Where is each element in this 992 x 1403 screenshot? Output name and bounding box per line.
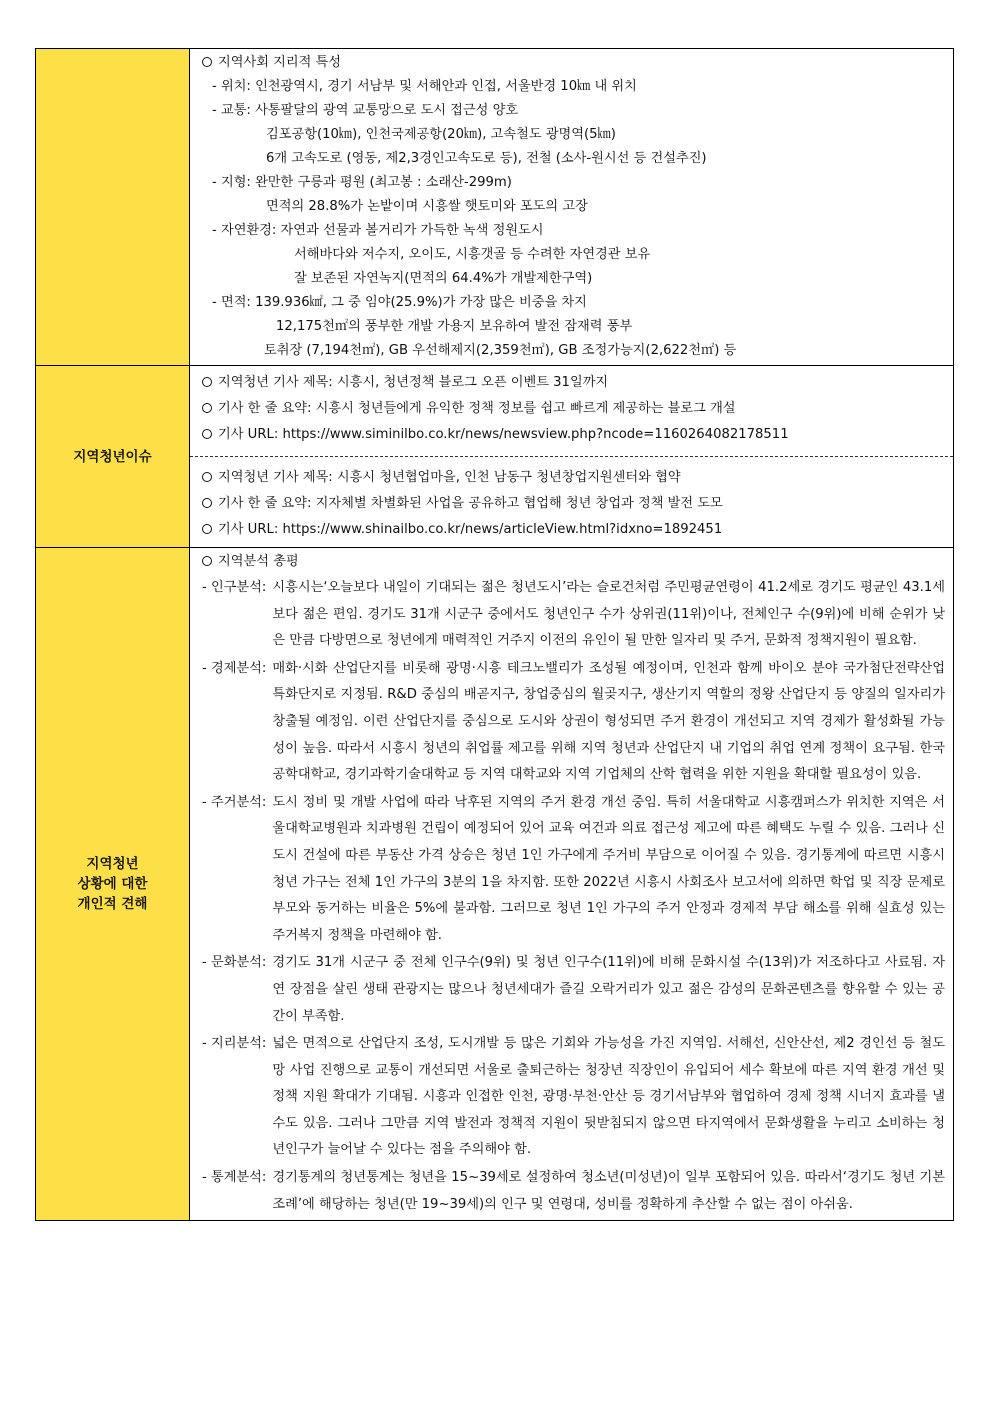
report-table — [35, 48, 954, 1221]
geo-header: 지역사회 지리적 특성 — [218, 55, 342, 70]
article1-title-text: 지역청년 기사 제목: 시흥시, 청년정책 블로그 오픈 이벤트 31일까지 — [218, 375, 609, 390]
opinion-header-line — [198, 550, 945, 574]
geo-line: - 면적: 139.936㎢, 그 중 임야(25.9%)가 가장 많은 비중을 차지 — [212, 295, 587, 310]
geo-line: 면적의 28.8%가 논밭이며 시흥쌀 햇토미와 포도의 고장 — [266, 199, 588, 214]
issue-label-cell — [36, 366, 190, 548]
geo-line: - 교통: 사통팔달의 광역 교통망으로 도시 접근성 양호 — [212, 103, 519, 118]
analysis-item-geography — [198, 1031, 945, 1164]
article1-url — [198, 422, 945, 448]
article2-summary-text: 기사 한 줄 요약: 지자체별 차별화된 사업을 공유하고 협업해 청년 창업과 정책 발전 도모 — [218, 496, 723, 511]
analysis-item-statistics — [198, 1165, 945, 1218]
circle-bullet-icon — [202, 377, 212, 387]
article1-title — [198, 370, 945, 396]
analysis-body: 시흥시는‘오늘보다 내일이 기대되는 젊은 청년도시’라는 슬로건처럼 주민평균연령이 41.2세로 경기도 평균인 43.1세보다 젊은 편임. 경기도 31개 시군구 중에서도 청년인구 수가 상위권(11위)이나, 전체인구 수(9위)에 비해 순위가 낮은 만큼 다방면으로 청년에게 매력적인 거주지 이전의 유인이 될 만한 일자리 및 주거, 문화적 정책지원이 필요함. — [272, 580, 945, 649]
geo-line: 서해바다와 저수지, 오이도, 시흥갯골 등 수려한 자연경관 보유 — [294, 247, 651, 262]
geo-line: 12,175천㎡의 풍부한 개발 가용지 보유하여 발전 잠재력 풍부 — [276, 319, 633, 334]
analysis-body: 매화·시화 산업단지를 비롯해 광명·시흥 테크노밸리가 조성될 예정이며, 인천과 함께 바이오 분야 국가첨단전략산업 특화단지로 지정됨. R&D 중심의 배곧지구, 창업중심의 월곶지구, 생산기지 역할의 정왕 산업단지 등 양질의 일자리가 창출될 예정임. 이런 산업단지를 중심으로 도시와 상권이 형성되면 주거 환경이 개선되고 지역 경제가 활성화될 가능성이 높음. 따라서 시흥시 청년의 취업률 제고를 위해 지역 청년과 산업단지 내 기업의 취업 연계 정책이 요구됨. 한국공학대학교, 경기과학기술대학교 등 지역 대학교와 지역 기업체의 산학 협력을 위한 지원을 확대할 필요성이 있음. — [272, 660, 945, 783]
issue-label: 지역청년이슈 — [73, 448, 152, 465]
analysis-head: - 통계분석: — [202, 1170, 267, 1186]
article2-summary — [198, 491, 945, 517]
opinion-label-line2: 상황에 대한 — [77, 876, 148, 893]
opinion-label-line3: 개인적 견해 — [77, 896, 148, 913]
analysis-item-population — [198, 575, 945, 655]
analysis-head: - 인구분석: — [202, 580, 267, 595]
analysis-head: - 주거분석: — [202, 794, 267, 810]
analysis-body: 경기통계의 청년통계는 청년을 15~39세로 설정하여 청소년(미성년)이 일부 포함되어 있음. 따라서‘경기도 청년 기본 조례’에 해당하는 청년(만 19~39세)의 인구 및 연령대, 성비를 정확하게 추산할 수 없는 점이 아쉬움. — [272, 1170, 945, 1212]
opinion-label-line1: 지역청년 — [86, 856, 139, 873]
dashed-separator — [190, 456, 953, 457]
article1-url-text[interactable]: 기사 URL: https://www.siminilbo.co.kr/news/newsview.php?ncode=1160264082178511 — [218, 427, 789, 442]
circle-bullet-icon — [202, 556, 212, 566]
article2-url — [198, 517, 945, 543]
geo-line: - 지형: 완만한 구릉과 평원 (최고봉 : 소래산-299m) — [212, 175, 512, 190]
geo-line: - 위치: 인천광역시, 경기 서남부 및 서해안과 인접, 서울반경 10㎞ 내 위치 — [212, 79, 637, 94]
analysis-item-housing — [198, 790, 945, 950]
geo-section — [36, 49, 954, 366]
circle-bullet-icon — [202, 524, 212, 534]
geo-line: - 자연환경: 자연과 선물과 볼거리가 가득한 녹색 정원도시 — [212, 223, 544, 238]
analysis-item-economy — [198, 656, 945, 789]
issue-content — [190, 366, 954, 548]
geo-content — [190, 49, 954, 366]
circle-bullet-icon — [202, 57, 212, 67]
geo-header-line — [198, 51, 945, 75]
geo-label-cell — [36, 49, 190, 366]
article2-title-text: 지역청년 기사 제목: 시흥시 청년협업마을, 인천 남동구 청년창업지원센터와 협약 — [218, 470, 681, 485]
analysis-body: 넓은 면적으로 산업단지 조성, 도시개발 등 많은 기회와 가능성을 가진 지역임. 서해선, 신안산선, 제2 경인선 등 철도망 사업 진행으로 교통이 개선되면 서울로 출퇴근하는 청장년 직장인이 유입되어 세수 확보에 따른 지역 환경 개선 및 정책 지원 확대가 기대됨. 시흥과 인접한 인천, 광명·부천·안산 등 경기서남부와 협업하여 경제 정책 시너지 효과를 낼 수도 있음. 그러나 그만큼 지역 발전과 정책적 지원이 뒷받침되지 않으면 타지역에서 문화생활을 누리고 소비하는 청년인구가 늘어날 수 있다는 점을 주의해야 함. — [272, 1036, 945, 1158]
geo-line: 6개 고속도로 (영동, 제2,3경인고속도로 등), 전철 (소사-원시선 등 건설추진) — [266, 151, 707, 166]
opinion-content — [190, 548, 954, 1221]
analysis-head: - 지리분석: — [202, 1036, 267, 1052]
analysis-item-culture — [198, 950, 945, 1030]
circle-bullet-icon — [202, 472, 212, 482]
issue-section — [36, 366, 954, 548]
geo-line: 잘 보존된 자연녹지(면적의 64.4%가 개발제한구역) — [294, 271, 593, 286]
circle-bullet-icon — [202, 403, 212, 413]
analysis-body: 경기도 31개 시군구 중 전체 인구수(9위) 및 청년 인구수(11위)에 비해 문화시설 수(13위)가 저조하다고 사료됨. 자연 장점을 살린 생태 관광지는 많으나 청년세대가 즐길 오락거리가 있고 젊은 감성의 문화콘텐츠를 향유할 수 있는 공간이 부족함. — [272, 955, 945, 1024]
geo-line: 김포공항(10㎞), 인천국제공항(20㎞), 고속철도 광명역(5㎞) — [266, 127, 616, 142]
analysis-body: 도시 정비 및 개발 사업에 따라 낙후된 지역의 주거 환경 개선 중임. 특히 서울대학교 시흥캠퍼스가 위치한 지역은 서울대학교병원과 치과병원 건립이 예정되어 있어 교육 여건과 의료 접근성 제고에 따른 혜택도 누릴 수 있음. 그러나 신도시 건설에 따른 부동산 가격 상승은 청년 1인 가구에게 주거비 부담으로 이어질 수 있음. 경기통계에 따르면 시흥시 청년 가구는 전체 1인 가구의 3분의 1을 차지함. 또한 2022년 시흥시 사회조사 보고서에 의하면 학업 및 직장 문제로 부모와 동거하는 비율은 5%에 불과함. 그러므로 청년 1인 가구의 주거 안정과 경제적 부담 해소를 위해 실효성 있는 주거복지 정책을 마련해야 함. — [272, 794, 945, 943]
opinion-label-cell — [36, 548, 190, 1221]
opinion-header: 지역분석 총평 — [218, 554, 299, 569]
article2-url-text[interactable]: 기사 URL: https://www.shinailbo.co.kr/news/articleView.html?idxno=1892451 — [218, 522, 723, 537]
document — [35, 48, 954, 1221]
analysis-head: - 문화분석: — [202, 955, 267, 971]
opinion-section — [36, 548, 954, 1221]
circle-bullet-icon — [202, 498, 212, 508]
article1-summary-text: 기사 한 줄 요약: 시흥시 청년들에게 유익한 정책 정보를 쉽고 빠르게 제공하는 블로그 개설 — [218, 401, 736, 416]
article2-title — [198, 465, 945, 491]
article1-summary — [198, 396, 945, 422]
geo-line: 토취장 (7,194천㎡), GB 우선해제지(2,359천㎡), GB 조정가능지(2,622천㎡) 등 — [264, 343, 737, 358]
circle-bullet-icon — [202, 429, 212, 439]
analysis-head: - 경제분석: — [202, 660, 267, 676]
